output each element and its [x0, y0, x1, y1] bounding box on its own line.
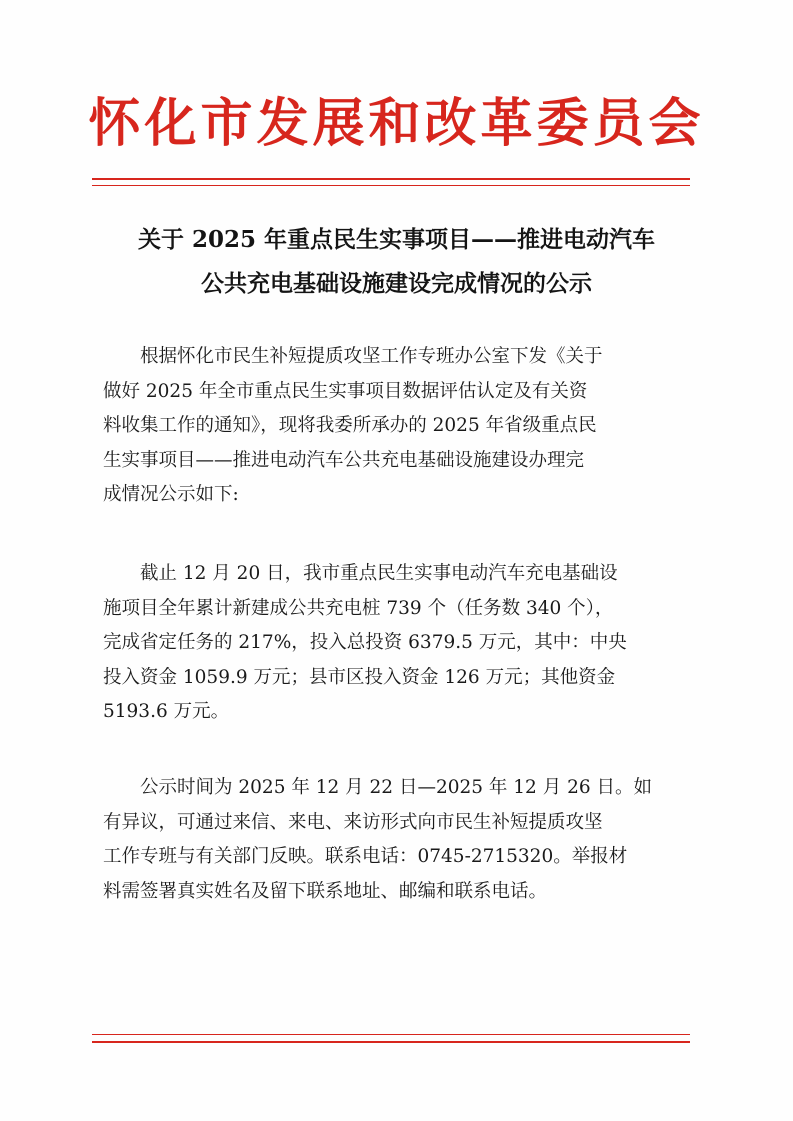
- paragraph-line: 投入资金 1059.9 万元；县市区投入资金 126 万元；其他资金: [103, 666, 616, 688]
- footer-divider-thick: [92, 1041, 690, 1043]
- paragraph-line: 生实事项目——推进电动汽车公共充电基础设施建设办理完: [103, 449, 585, 471]
- paragraph-line: 有异议，可通过来信、来电、来访形式向市民生补短提质攻坚: [103, 811, 603, 833]
- letterhead-divider-thick: [92, 178, 690, 180]
- paragraph-line: 成情况公示如下:: [103, 484, 239, 505]
- paragraph-line: 截止 12 月 20 日，我市重点民生实事电动汽车充电基础设: [140, 563, 618, 584]
- paragraph-line: 5193.6 万元。: [103, 701, 230, 722]
- document-title-line-1: 关于 2025 年重点民生实事项目——推进电动汽车: [137, 226, 656, 253]
- paragraph-line: 施项目全年累计新建成公共充电桩 739 个（任务数 340 个），: [103, 597, 614, 619]
- paragraph-line: 做好 2025 年全市重点民生实事项目数据评估认定及有关资: [103, 380, 588, 402]
- paragraph-publicity-period: [103, 771, 708, 909]
- paragraph-line: 根据怀化市民生补短提质攻坚工作专班办公室下发《关于: [140, 346, 603, 367]
- paragraph-line: 完成省定任务的 217%，投入总投资 6379.5 万元，其中：中央: [103, 632, 627, 653]
- paragraph-results: [103, 557, 708, 730]
- paragraph-basis: [103, 340, 708, 513]
- paragraph-line: 公示时间为 2025 年 12 月 22 日—2025 年 12 月 26 日。如: [140, 777, 653, 798]
- document-title: [80, 218, 713, 306]
- agency-letterhead: 怀化市发展和改革委员会: [88, 93, 705, 154]
- paragraph-line: 料收集工作的通知》，现将我委所承办的 2025 年省级重点民: [103, 415, 597, 436]
- paragraph-line: 工作专班与有关部门反映。联系电话：0745-2715320。举报材: [103, 846, 628, 867]
- paragraph-line: 料需签署真实姓名及留下联系地址、邮编和联系电话。: [103, 880, 548, 902]
- letterhead-divider-thin: [92, 185, 690, 186]
- document-title-line-2: 公共充电基础设施建设完成情况的公示: [201, 270, 592, 297]
- footer-divider-thin: [92, 1034, 690, 1035]
